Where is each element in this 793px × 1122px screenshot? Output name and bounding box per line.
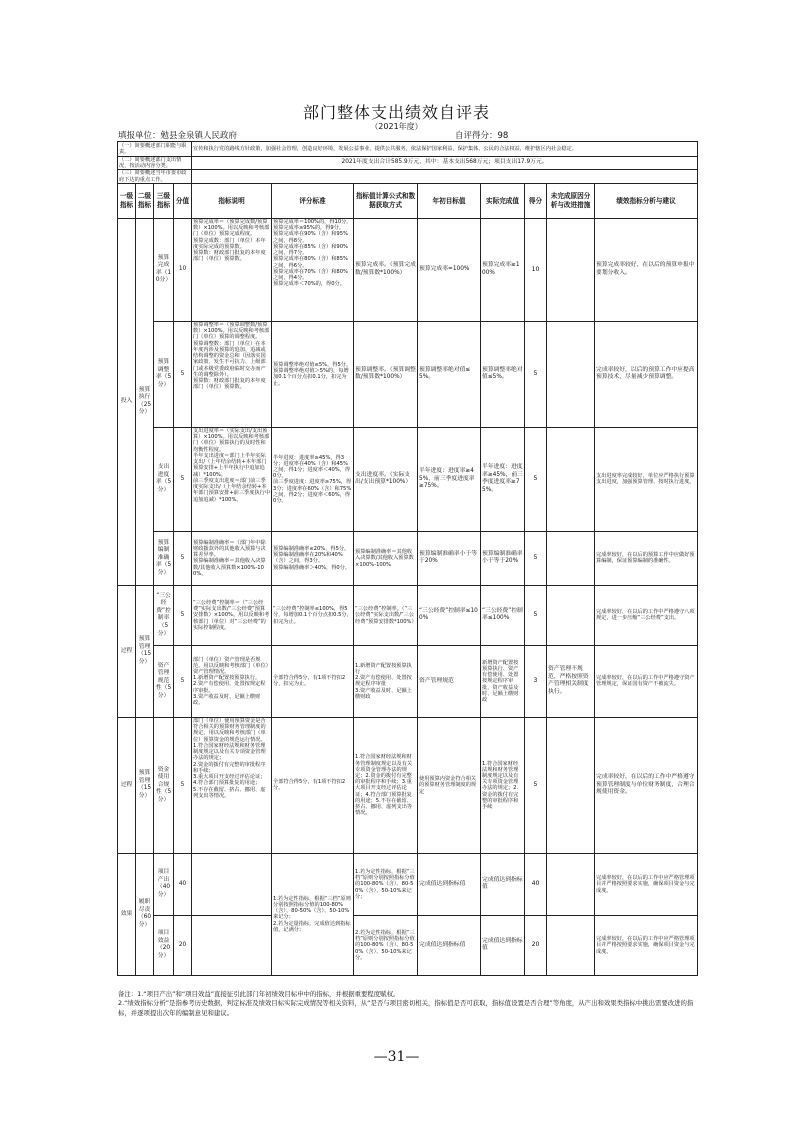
table-row: [118, 427, 698, 531]
reason-cell: [547, 531, 595, 585]
level3-cell: 预算调整率（5分）: [154, 321, 174, 427]
level2-cell: 履职尽责（60分）: [136, 853, 154, 975]
description-cell: [192, 853, 272, 915]
header-score: 得分: [525, 183, 547, 218]
actual-cell: 预算调整率绝对值≤5%。: [481, 321, 525, 427]
method-cell: 预算调整率。（预算调整数/预算数*100%）: [354, 321, 418, 427]
performance-table: [117, 141, 698, 976]
weight-cell: 5: [174, 321, 192, 427]
note-line: 2.“绩效指标分析”是指参考历史数据，判定标准及绩效目标实际完成情况等相关资料，从“是否与项目密切相关，指标值是否可获取，指标值设置是否合理”等角度，从产出和效果类指标中挑出需要改进的指标，并逐项提出次年的编制意见和建议。: [118, 999, 694, 1017]
weight-cell: 5: [174, 645, 192, 717]
overview-label: （二）简要概述部门支出情况，按活动内容分类。: [118, 157, 192, 170]
reason-cell: 资产管理不规范，严格按照资产管理相关制度执行。: [547, 645, 595, 717]
method-cell: 1.符合国家财经法规和财务管理制度规定以及有关专项资金管理办法的规定；2.资金的拨付有完整的审批程序和手续；3.重大项目开支经过评估论证；4.符合部门预算批复的用途；5.不存在截留、挤占、挪用、虚列支出等情况。: [354, 717, 418, 853]
reason-cell: [547, 717, 595, 853]
reason-cell: [547, 321, 595, 427]
overview-content: 2021年度支出合计585.9万元，其中：基本支出568万元；项目支出17.9万元。: [192, 157, 698, 170]
level3-cell: 资金使用合规性（5分）: [154, 717, 174, 853]
self-score: 自评得分：98: [455, 131, 509, 141]
level3-cell: 预算编制准确率（5分）: [154, 531, 174, 585]
suggestion-cell: 完成率较好，在以后的工作中严格遵守资产管理规定，保证国有资产不被流失。: [595, 645, 698, 717]
header-actual: 实际完成值: [481, 183, 525, 218]
description-cell: “三公经费”控制率＝（“三公经费”实际支出数/“三公经费”预算安排数）×100%。用以反映和考核部门（单位）对“三公经费”的实际控制程度。: [192, 585, 272, 645]
weight-cell: 5: [174, 531, 192, 585]
target-cell: 使用预算内资金符合相关的预算财务管理制度的规定: [418, 717, 481, 853]
note-line: 备注：1.“项目产出”和“项目效益”直接征引此部门年初绩效目标申中的指标，并根据重要程度赋权。: [118, 990, 400, 998]
notes: [118, 990, 698, 1018]
table-row: [118, 853, 698, 915]
header-weight: 分值: [174, 183, 192, 218]
actual-cell: “三公经费”控制率≤100%: [481, 585, 525, 645]
score-cell: 5: [525, 531, 547, 585]
level2-cell: 预算执行（25分）: [136, 218, 154, 585]
actual-cell: 新增资产配置按预算执行、资产有偿使用、处置按规定程序审批，资产收益及时、足额上缴财政: [481, 645, 525, 717]
table-row: [118, 915, 698, 975]
header-criteria: 评分标准: [272, 183, 354, 218]
level1-cell: 过程: [118, 717, 136, 853]
reason-cell: [547, 853, 595, 915]
level1-cell: 过程: [118, 585, 136, 717]
score-cell: 10: [525, 218, 547, 321]
reason-cell: [547, 218, 595, 321]
description-cell: 部门（单位）使用预算资金是否符合相关的预算财务管理制度的规定，用以反映和考核部门（单位）预算资金的规范运行情况。 1.符合国家财经法规和财务管理制度规定以及有关专项资金管理办法的规定； 2.资金的拨付有完整的审批程序和手续； 3.重大项目开支经过评估论证； 4.符合部门预算批复的用途； 5.不存在截留、挤占、挪用、虚列支出等情况。: [192, 717, 272, 853]
suggestion-cell: 完成率较好，在以后的工作中应严格管理项目并严格按照要求实施，确保项目资金与完成度。: [595, 853, 698, 915]
weight-cell: 20: [174, 915, 192, 975]
description-cell: 预算完成率＝（预算完成数/预算数）×100%。用以反映和考核部门（单位）预算完成程度。 预算完成数：部门（单位）本年度实际完成的预算数。 预算数：财政部门批复的本年度部门（单位）预算数。: [192, 218, 272, 321]
suggestion-cell: 完成率较好，在以后的工作中严格遵守预算管理制度与单位财务制度，合理合规使用资金。: [595, 717, 698, 853]
target-cell: 预算调整率绝对值≤5%。: [418, 321, 481, 427]
suggestion-cell: 支出进度率完成较好，单位应严格执行预算支出进度，加强预算管理、按时执行进度。: [595, 427, 698, 531]
target-cell: 预算完成率=100%: [418, 218, 481, 321]
actual-cell: 预算完成率≥100%: [481, 218, 525, 321]
target-cell: 资产管理规范: [418, 645, 481, 717]
target-cell: 预算编制准确率小于等于20%: [418, 531, 481, 585]
score-cell: 3: [525, 645, 547, 717]
target-cell: 完成值达到指标值: [418, 915, 481, 975]
actual-cell: 1.符合国家财经法规和财务管理制度规定以及有关专项资金管理办法的规定；2.资金的拨付有完整的审批程序和手续: [481, 717, 525, 853]
method-cell: 2.若为定性指标，根据“三档”原则分别按照指标分值的100-80%（含）、80-50%（含）、50-10%来记分。: [354, 915, 418, 975]
level3-cell: 预算完成率（10分）: [154, 218, 174, 321]
actual-cell: 半年进度：进度率≥45%，前三季度进度率≥75%。: [481, 427, 525, 531]
description-cell: 支出进度率＝（实际支出/支出预算）×100%。用以反映和考核部门（单位）预算执行的及时性和均衡性程度。 半年支出进度＝部门上半年实际支出/（上年结余结转+本年部门预算安排+上半年执行中追加追减）*100%。 前三季度支出进度＝部门前三季度实际支出/（上年结余结转+本年部门预算安排+前三季度执行中追加追减）*100%。: [192, 427, 272, 531]
level3-cell: “三公经费”控制率（5分）: [154, 585, 174, 645]
actual-cell: 完成值达到指标值: [481, 915, 525, 975]
overview-label: （一）简要概述部门职能与职责。: [118, 142, 192, 157]
description-cell: 部门（单位）资产管理是否规范。用以反映和考核部门（单位）资产管理情况。 1.新增资产配置按预算执行。 2.资产有偿使用、处置按规定程序审批。 3.资产收益及时、足额上缴财政。: [192, 645, 272, 717]
suggestion-cell: 完成率较好，在以后的工作中严格遵守八项规定，进一步压缩“三公经费”支出。: [595, 585, 698, 645]
description-cell: 预算调整率＝（预算调整数/预算数）×100%。用以反映和考核部门（单位）预算的调整程度。 预算调整数：部门（单位）在本年度内涉及预算的追加、追减或结构调整的资金总和（因落实国家政策、发生不可抗力、上级部门或本级党委政府临时交办而产生的调整除外）。 预算数：财政部门批复的本年度部门（单位）预算数。: [192, 321, 272, 427]
overview-row: [118, 157, 698, 170]
header-method: 指标值计算公式和数据获取方式: [354, 183, 418, 218]
weight-cell: 5: [174, 717, 192, 853]
reason-cell: [547, 427, 595, 531]
criteria-cell: 预算完成率＝100%的，得10分。 预算完成率≥95%的，得9分。 预算完成率在90%（含）和95%之间，得8分。 预算完成率在85%（含）和90%之间，得7分。 预算完成率在80%（含）和85%之间，得6分。 预算完成率在70%（含）和80%之间，得4分。 预算完成率＜70%的，得0分。: [272, 218, 354, 321]
weight-cell: 5: [174, 427, 192, 531]
method-cell: 预算编制准确率＝其他收入决算数/其他收入预算数×100%-100%: [354, 531, 418, 585]
header-target: 年初目标值: [418, 183, 481, 218]
actual-cell: 预算编制准确率小于等于20%: [481, 531, 525, 585]
header-description: 指标说明: [192, 183, 272, 218]
page-number: —31—: [373, 1049, 420, 1065]
description-cell: 预算编制准确率＝（部门年中除财政拨款外的其他收入预算与决算差异率。 预算编制准确率＝其他收入决算数/其他收入预算数×100%-100%。: [192, 531, 272, 585]
weight-cell: 40: [174, 853, 192, 915]
page-title: 部门整体支出绩效自评表: [302, 103, 490, 122]
criteria-cell: 全部符合得5分，有1项不符扣2分。: [272, 717, 354, 853]
method-cell: “三公经费”控制率。（“三公经费”实际支出数/“三公经费”预算安排数*100%）: [354, 585, 418, 645]
criteria-cell: 全部符合得5分，有1项不符扣2分，扣完为止。: [272, 645, 354, 717]
table-row: [118, 531, 698, 585]
weight-cell: 10: [174, 218, 192, 321]
table-row: [118, 585, 698, 645]
target-cell: “三公经费”控制率≤100%: [418, 585, 481, 645]
suggestion-cell: 完成率较好，以后的预算工作中应提高预算技术，尽量减少预算调整。: [595, 321, 698, 427]
page-subtitle: （2021年度）: [370, 122, 423, 131]
level3-cell: 项目产出（40分）: [154, 853, 174, 915]
criteria-cell: 预算编制准确率≤20%，得5分。 预算编制准确率在20%和40%（含）之间，得3分。 预算编制准确率＞40%，得0分。: [272, 531, 354, 585]
header-level1: 一级指标: [118, 183, 136, 218]
level3-cell: 资产管理规范性（5分）: [154, 645, 174, 717]
level3-cell: 支出进度率（5分）: [154, 427, 174, 531]
header-row: [118, 183, 698, 218]
criteria-cell: “三公经费”控制率≤100%，得5分，每增加0.1个百分点扣0.5分，扣完为止。: [272, 585, 354, 645]
score-cell: 5: [525, 321, 547, 427]
actual-cell: 完成值达到指标值: [481, 853, 525, 915]
overview-content: 宣传和执行党的路线方针政策，加强社会管理，创造良好环境，发展公益事业，提供公共服务，依法保护国家利益，保护集体、公民的合法权益，维护辖区内社会稳定。: [192, 142, 698, 157]
criteria-cell: 半年进度：进度率≥45%，得3分；进度率在40%（含）和45%之间，得1分；进度率＜40%，得0分。 前三季度进度：进度率≥75%，得3分；进度率在60%（含）和75%之间，得2分；进度率＜60%，得0分。: [272, 427, 354, 531]
method-cell: 支出进度率。（实际支出/支出预算*100%）: [354, 427, 418, 531]
header-level3: 三级指标: [154, 183, 174, 218]
suggestion-cell: 预算完成率较好，在以后的预算申报中要划分收入。: [595, 218, 698, 321]
score-cell: 5: [525, 427, 547, 531]
criteria-cell: 1.若为定性指标，根据“三档”原则分别按照指标分值的100-80%（含）、80-50%（含）、50-10%来记分； 2.若为定量指标，完成值达到指标值，记满分；: [272, 853, 354, 975]
weight-cell: 5: [174, 585, 192, 645]
target-cell: 半年进度：进度率≥45%，前三季度进度率≥75%。: [418, 427, 481, 531]
score-cell: 40: [525, 853, 547, 915]
level2-cell: 预算管理（15分）: [136, 585, 154, 717]
reason-cell: [547, 585, 595, 645]
overview-content: [192, 170, 698, 183]
suggestion-cell: 完成率较好，在以后的预算工作中应做好预算编制，保证预算编制的准确性。: [595, 531, 698, 585]
table-row: [118, 645, 698, 717]
method-cell: 预算完成率。（预算完成数/预算数*100%）: [354, 218, 418, 321]
method-cell: 1.若为定性指标，根据“三档”原则分别按照指标分值的100-80%（含）、80-50%（含）、50-10%来记分；: [354, 853, 418, 915]
score-cell: 20: [525, 915, 547, 975]
overview-row: [118, 142, 698, 157]
header-suggestion: 绩效指标分析与建议: [595, 183, 698, 218]
method-cell: 1.新增资产配置按预算执行 2.资产有偿使用、处置按规定程序审批 3.资产收益及时、足额上缴财政: [354, 645, 418, 717]
level3-cell: 项目效益（20分）: [154, 915, 174, 975]
header-reason: 未完成原因分析与改进措施: [547, 183, 595, 218]
overview-label: （三）简要概述当年市委市政府下达的重点工作。: [118, 170, 192, 183]
table-row: [118, 218, 698, 321]
table-row: [118, 321, 698, 427]
level1-cell: 效果: [118, 853, 136, 975]
description-cell: [192, 915, 272, 975]
overview-row: [118, 170, 698, 183]
table-row: [118, 717, 698, 853]
level2-cell: 预算管理（15分）: [136, 717, 154, 853]
score-cell: 5: [525, 717, 547, 853]
level1-cell: 投入: [118, 218, 136, 585]
reason-cell: [547, 915, 595, 975]
score-cell: 5: [525, 585, 547, 645]
criteria-cell: 预算调整率绝对值≤5%，得5分。 预算调整率绝对值＞5%的，每增加0.1个百分点扣0.1分，扣完为止。: [272, 321, 354, 427]
fill-unit: 填报单位：勉县金泉镇人民政府: [118, 131, 238, 141]
target-cell: 完成值达到指标值: [418, 853, 481, 915]
header-level2: 二级指标: [136, 183, 154, 218]
suggestion-cell: 完成率较好，在以后的工作中应严格管理项目并严格按照要求实施，确保项目资金与完成度。: [595, 915, 698, 975]
